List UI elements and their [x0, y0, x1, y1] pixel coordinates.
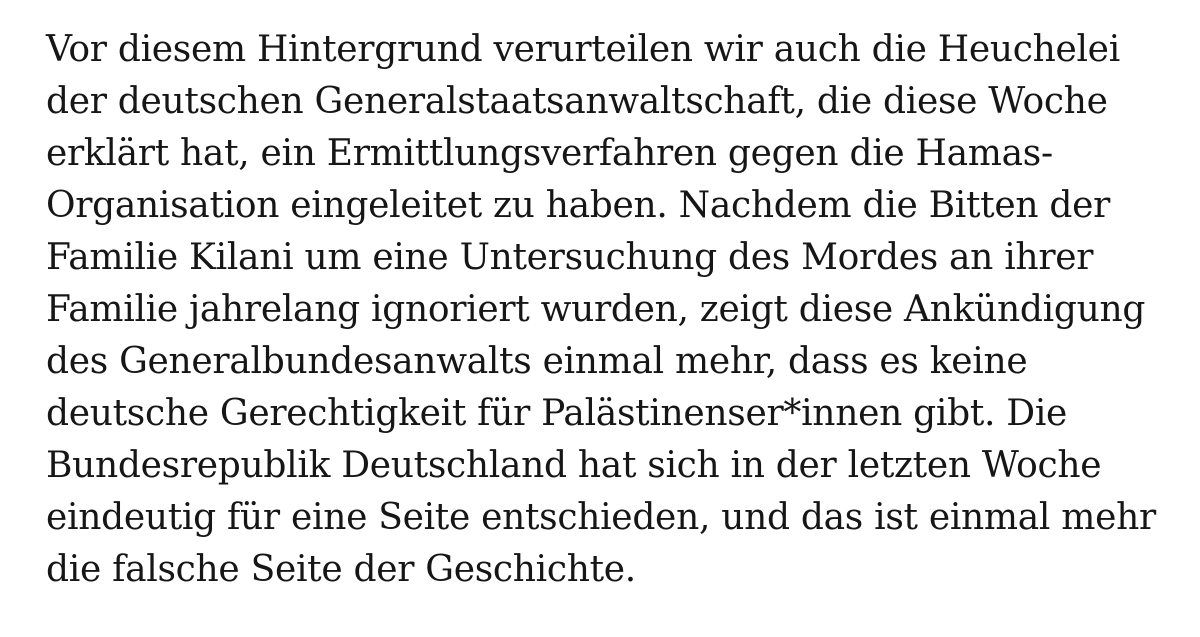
- text-line: deutsche Gerechtigkeit für Palästinenser*innen gibt. Die: [46, 393, 1068, 434]
- text-line: eindeutig für eine Seite entschieden, und das ist einmal mehr: [46, 497, 1156, 538]
- text-line: Bundesrepublik Deutschland hat sich in der letzten Woche: [46, 445, 1102, 486]
- text-line: des Generalbundesanwalts einmal mehr, dass es keine: [46, 341, 1028, 382]
- text-line: die falsche Seite der Geschichte.: [46, 549, 636, 590]
- text-line: erklärt hat, ein Ermittlungsverfahren gegen die Hamas-: [46, 133, 1053, 174]
- text-line: der deutschen Generalstaatsanwaltschaft, die diese Woche: [46, 81, 1108, 122]
- paragraph: [46, 24, 1156, 596]
- text-line: Familie jahrelang ignoriert wurden, zeigt diese Ankündigung: [46, 289, 1146, 330]
- text-line: Organisation eingeleitet zu haben. Nachdem die Bitten der: [46, 185, 1111, 226]
- text-line: Vor diesem Hintergrund verurteilen wir auch die Heuchelei: [46, 29, 1120, 70]
- text-line: Familie Kilani um eine Untersuchung des Mordes an ihrer: [46, 237, 1094, 278]
